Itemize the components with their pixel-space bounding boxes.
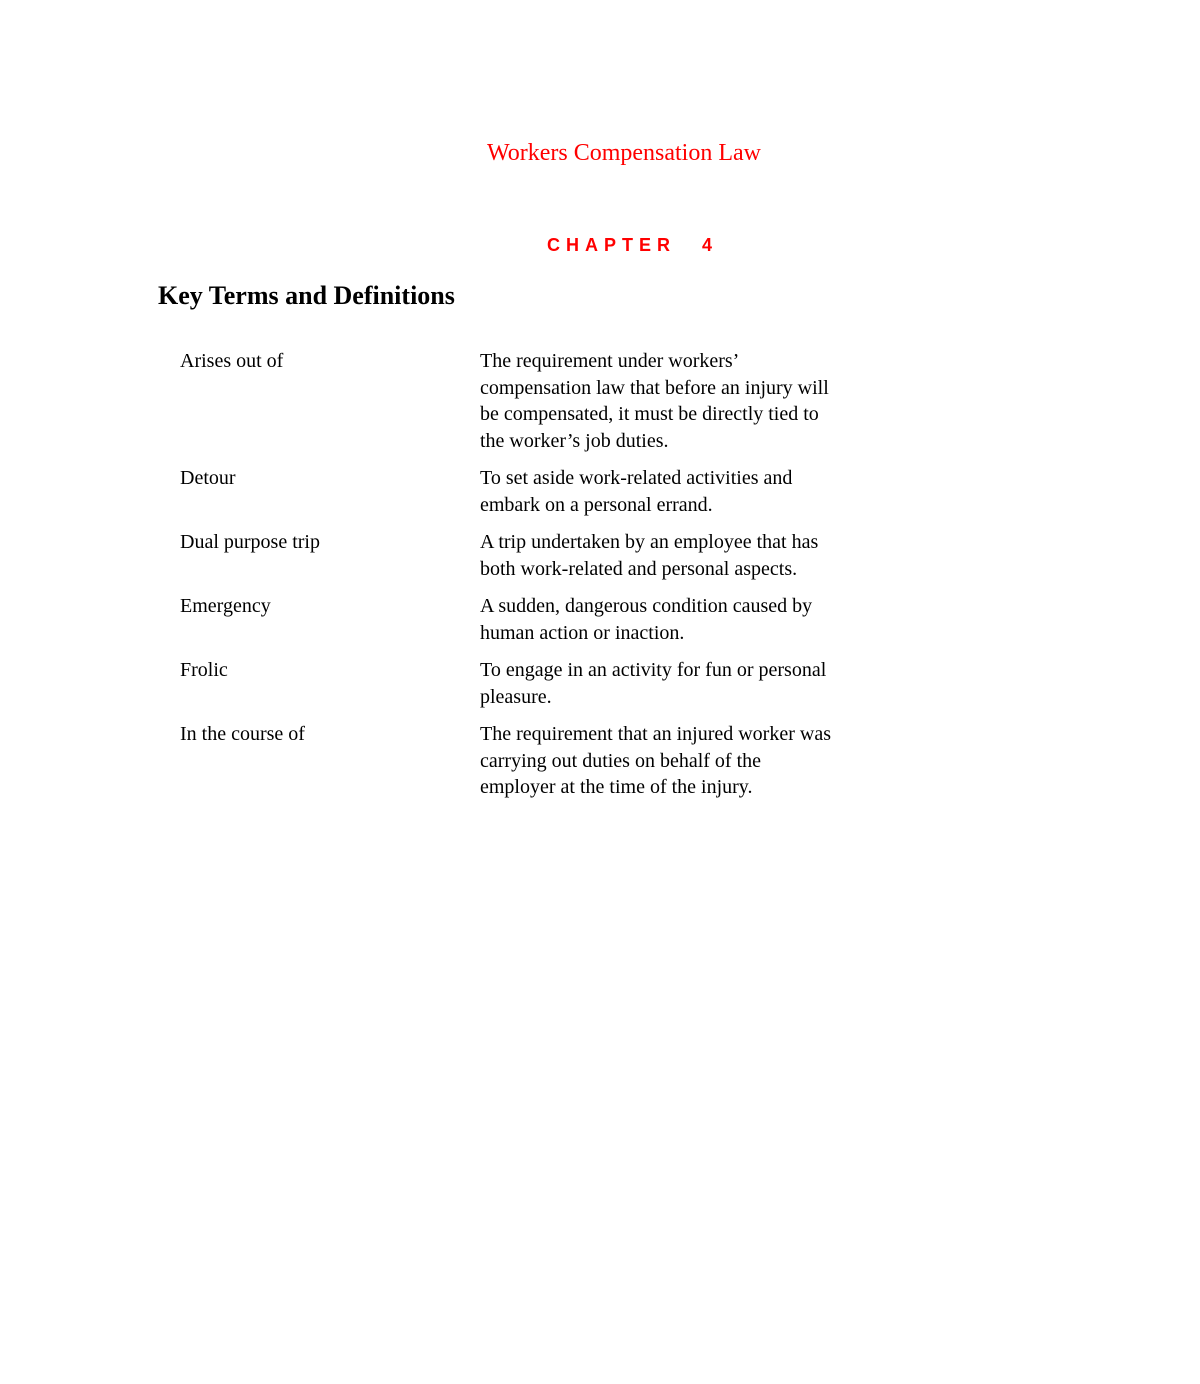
chapter-number: 4 [702,235,719,255]
term-definition: The requirement under workers’ compensation law that before an injury will be compensated, it must be directly tied to the worker’s job duties. [480,350,829,452]
term-definition: The requirement that an injured worker was carrying out duties on behalf of the employer at the time of the injury. [480,723,831,798]
term-name: In the course of [180,723,305,745]
term-definition: A trip undertaken by an employee that has both work-related and personal aspects. [480,531,819,580]
section-heading: Key Terms and Definitions [158,281,455,310]
term-definition: A sudden, dangerous condition caused by human action or inaction. [480,595,813,644]
term-row [180,593,860,646]
term-definition: To engage in an activity for fun or personal pleasure. [480,659,827,708]
term-row [180,348,860,454]
chapter-heading [547,235,718,256]
running-header: Workers Compensation Law [486,140,761,166]
terms-list [180,348,860,812]
term-name: Dual purpose trip [180,531,320,553]
term-row [180,465,860,518]
chapter-label: CHAPTER [547,235,677,255]
term-definition: To set aside work-related activities and embark on a personal errand. [480,467,793,516]
term-name: Emergency [180,595,271,617]
term-row [180,721,860,801]
term-name: Arises out of [180,350,284,372]
term-row [180,657,860,710]
term-name: Frolic [180,659,228,681]
term-row [180,529,860,582]
term-name: Detour [180,467,236,489]
